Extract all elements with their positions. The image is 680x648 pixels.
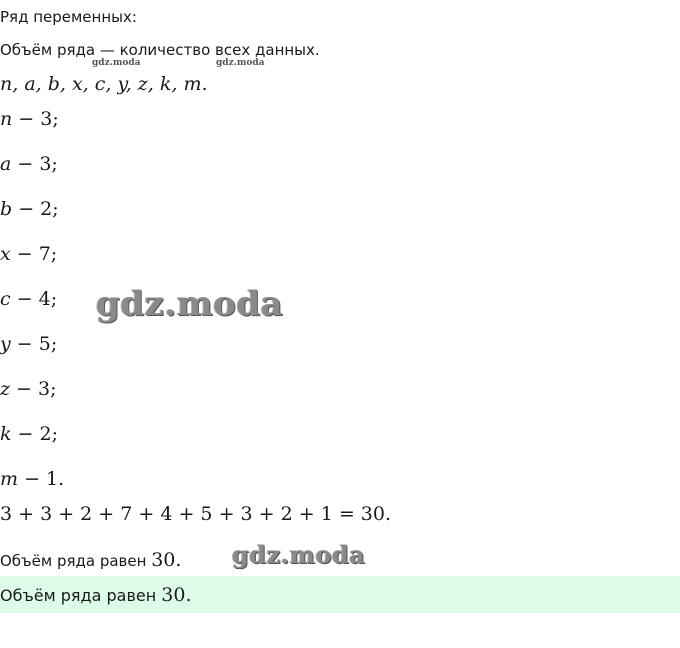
count-row-8 [0,468,64,490]
count-sep: − [12,108,41,130]
watermark-small-1: gdz.moda [92,58,141,68]
result-value: 30. [151,549,182,571]
count-num: 5; [38,333,58,355]
count-row-6 [0,378,57,400]
answer-value: 30. [161,584,192,606]
count-sep: − [10,333,39,355]
count-var: z [0,378,11,400]
count-var: a [0,153,12,175]
count-sep: − [11,153,40,175]
count-var: y [0,333,11,355]
definition: Объём ряда — количество всех данных. [0,41,320,59]
count-num: 2; [40,198,59,220]
result-text: Объём ряда равен [0,552,147,570]
variables-text: n, a, b, x, c, y, z, k, m. [0,73,208,95]
count-sep: − [10,378,39,400]
count-num: 7; [38,243,58,265]
count-sep: − [12,198,41,220]
count-var: x [0,243,11,265]
count-var: b [0,198,13,220]
result-line [0,549,181,571]
count-sep: − [10,243,39,265]
count-row-5 [0,333,57,355]
count-sep: − [10,288,39,310]
count-var: k [0,423,12,445]
variables-line [0,73,208,95]
count-num: 3; [38,378,57,400]
count-var: c [0,288,11,310]
count-row-3 [0,243,57,265]
answer-text: Объём ряда равен [0,586,157,605]
watermark-big-1: gdz.moda [96,284,284,324]
count-sep: − [11,423,40,445]
answer-line [0,584,192,606]
count-num: 3; [39,153,58,175]
count-var: n [0,108,13,130]
count-num: 1. [46,468,65,490]
sum-line: 3 + 3 + 2 + 7 + 4 + 5 + 3 + 2 + 1 = 30. [0,503,392,525]
count-row-2 [0,198,59,220]
count-sep: − [18,468,47,490]
watermark-big-2: gdz.moda [232,540,366,569]
count-row-0 [0,108,59,130]
heading: Ряд переменных: [0,8,137,26]
count-num: 2; [39,423,59,445]
count-num: 4; [38,288,58,310]
count-row-1 [0,153,58,175]
watermark-small-2: gdz.moda [216,58,265,68]
count-var: m [0,468,19,490]
count-row-4 [0,288,57,310]
count-row-7 [0,423,58,445]
answer-box [0,576,680,613]
count-num: 3; [40,108,59,130]
